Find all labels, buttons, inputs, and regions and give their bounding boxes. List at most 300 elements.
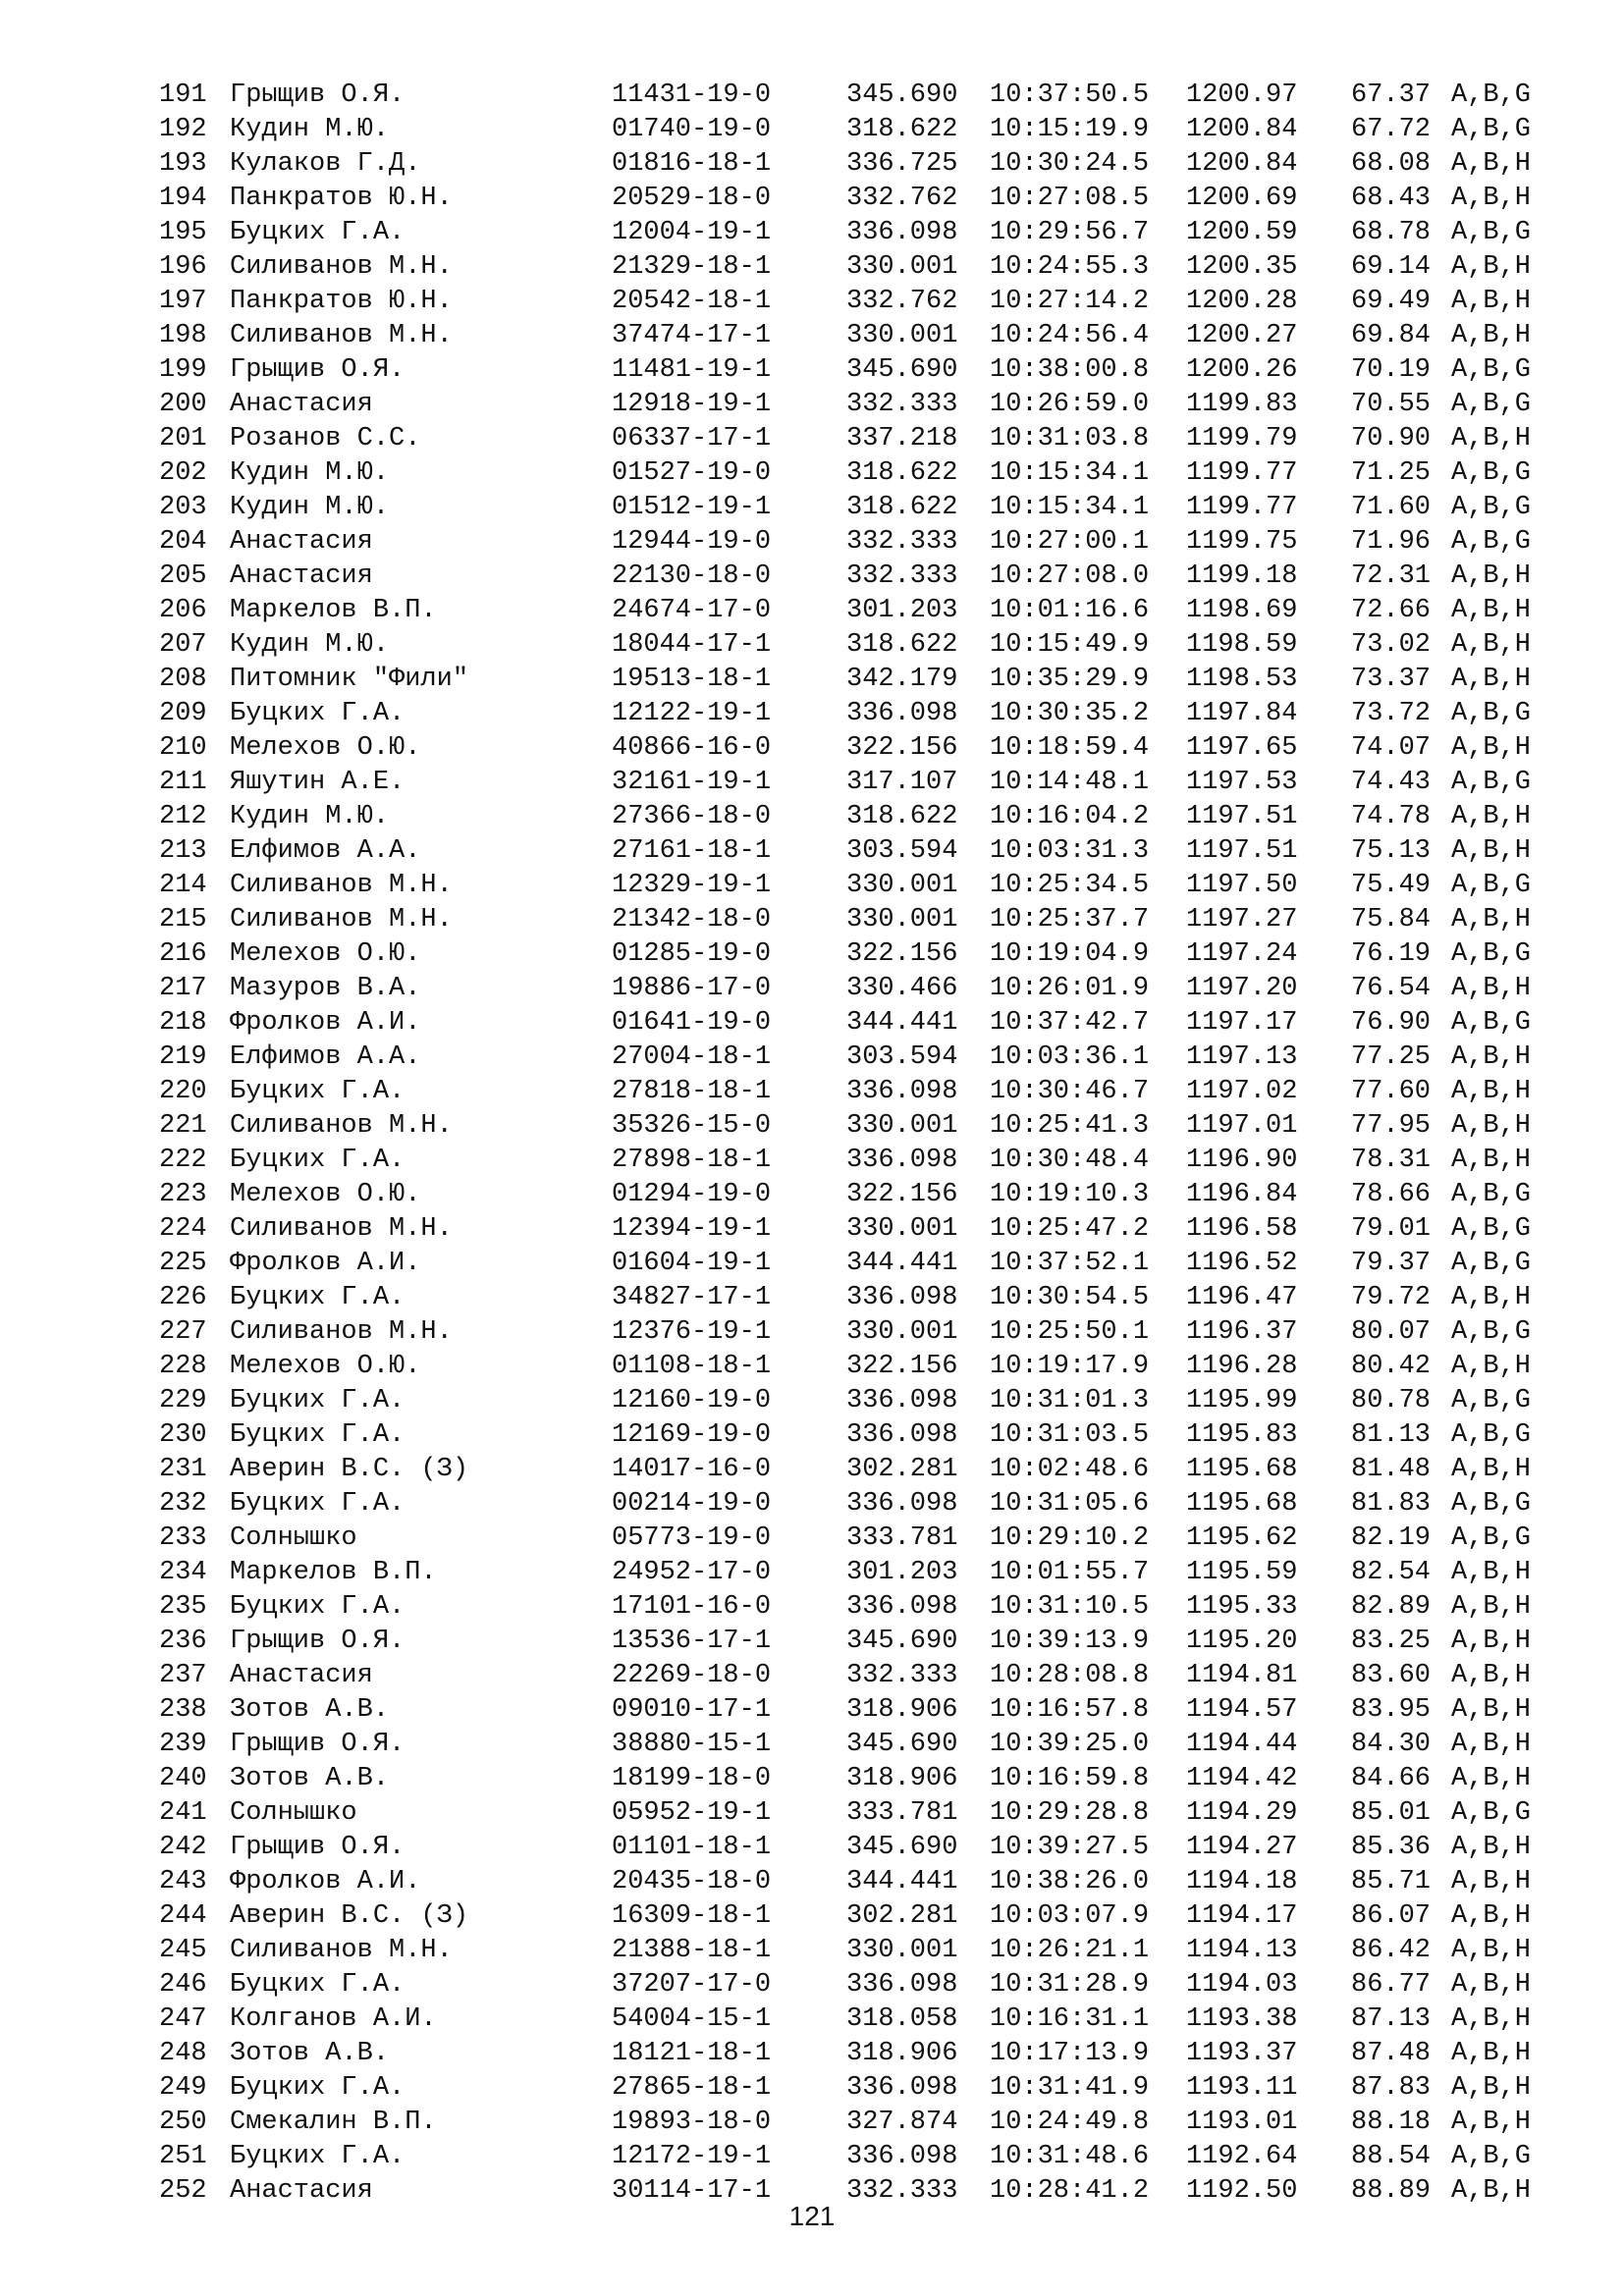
- coefficient: 77.25: [1351, 1042, 1432, 1072]
- speed: 1192.50: [1186, 2176, 1298, 2206]
- speed: 1194.42: [1186, 1764, 1298, 1793]
- arrival-time: 10:03:36.1: [990, 1042, 1150, 1072]
- ring-id: 22269-18-0: [612, 1661, 772, 1690]
- group-codes: A,B,H: [1451, 1661, 1532, 1690]
- table-row: [159, 1556, 1573, 1590]
- ring-id: 01816-18-1: [612, 149, 772, 179]
- arrival-time: 10:31:48.6: [990, 2142, 1150, 2171]
- owner-name: Мазуров В.А.: [230, 974, 421, 1003]
- owner-name: Грыщив О.Я.: [230, 80, 406, 110]
- table-row: [159, 525, 1573, 560]
- row-number: 243: [159, 1867, 207, 1896]
- arrival-time: 10:31:28.9: [990, 1970, 1150, 2000]
- coefficient: 78.66: [1351, 1180, 1432, 1209]
- ring-id: 12944-19-0: [612, 527, 772, 557]
- group-codes: A,B,G: [1451, 1249, 1532, 1278]
- row-number: 203: [159, 493, 207, 522]
- table-row: [159, 1968, 1573, 2002]
- distance: 342.179: [846, 665, 958, 694]
- row-number: 215: [159, 905, 207, 934]
- distance: 318.622: [846, 802, 958, 831]
- owner-name: Зотов А.В.: [230, 1764, 390, 1793]
- ring-id: 00214-19-0: [612, 1489, 772, 1519]
- row-number: 226: [159, 1283, 207, 1312]
- distance: 303.594: [846, 1042, 958, 1072]
- owner-name: Силиванов М.Н.: [230, 1936, 453, 1965]
- row-number: 219: [159, 1042, 207, 1072]
- distance: 318.906: [846, 1764, 958, 1793]
- coefficient: 87.13: [1351, 2004, 1432, 2034]
- ring-id: 11431-19-0: [612, 80, 772, 110]
- owner-name: Грыщив О.Я.: [230, 1627, 406, 1656]
- distance: 327.874: [846, 2108, 958, 2137]
- group-codes: A,B,G: [1451, 527, 1532, 557]
- table-row: [159, 1625, 1573, 1659]
- table-row: [159, 285, 1573, 319]
- ring-id: 14017-16-0: [612, 1455, 772, 1484]
- distance: 330.001: [846, 1317, 958, 1347]
- table-row: [159, 697, 1573, 731]
- group-codes: A,B,H: [1451, 1695, 1532, 1725]
- group-codes: A,B,H: [1451, 2004, 1532, 2034]
- arrival-time: 10:37:50.5: [990, 80, 1150, 110]
- row-number: 227: [159, 1317, 207, 1347]
- distance: 302.281: [846, 1901, 958, 1931]
- page-number: 121: [788, 2201, 836, 2231]
- group-codes: A,B,H: [1451, 1592, 1532, 1622]
- table-row: [159, 1762, 1573, 1796]
- speed: 1194.03: [1186, 1970, 1298, 2000]
- distance: 318.622: [846, 115, 958, 144]
- ring-id: 30114-17-1: [612, 2176, 772, 2206]
- arrival-time: 10:01:55.7: [990, 1558, 1150, 1587]
- arrival-time: 10:15:34.1: [990, 493, 1150, 522]
- owner-name: Панкратов Ю.Н.: [230, 184, 453, 213]
- distance: 332.762: [846, 287, 958, 316]
- distance: 330.001: [846, 321, 958, 350]
- row-number: 205: [159, 561, 207, 591]
- ring-id: 16309-18-1: [612, 1901, 772, 1931]
- row-number: 228: [159, 1352, 207, 1381]
- owner-name: Силиванов М.Н.: [230, 252, 453, 282]
- coefficient: 81.83: [1351, 1489, 1432, 1519]
- arrival-time: 10:14:48.1: [990, 768, 1150, 797]
- group-codes: A,B,H: [1451, 1283, 1532, 1312]
- speed: 1197.65: [1186, 733, 1298, 763]
- owner-name: Солнышко: [230, 1798, 357, 1828]
- ring-id: 21342-18-0: [612, 905, 772, 934]
- speed: 1200.69: [1186, 184, 1298, 213]
- row-number: 235: [159, 1592, 207, 1622]
- ring-id: 37207-17-0: [612, 1970, 772, 2000]
- distance: 332.762: [846, 184, 958, 213]
- distance: 345.690: [846, 355, 958, 385]
- row-number: 192: [159, 115, 207, 144]
- row-number: 210: [159, 733, 207, 763]
- owner-name: Грыщив О.Я.: [230, 1833, 406, 1862]
- speed: 1194.17: [1186, 1901, 1298, 1931]
- coefficient: 68.78: [1351, 218, 1432, 247]
- group-codes: A,B,G: [1451, 939, 1532, 969]
- distance: 336.098: [846, 1970, 958, 2000]
- arrival-time: 10:30:35.2: [990, 699, 1150, 728]
- distance: 345.690: [846, 80, 958, 110]
- table-row: [159, 1178, 1573, 1212]
- table-row: [159, 663, 1573, 697]
- table-row: [159, 1934, 1573, 1968]
- ring-id: 12329-19-1: [612, 871, 772, 900]
- ring-id: 18044-17-1: [612, 630, 772, 660]
- distance: 333.781: [846, 1523, 958, 1553]
- arrival-time: 10:15:34.1: [990, 458, 1150, 488]
- row-number: 222: [159, 1146, 207, 1175]
- row-number: 233: [159, 1523, 207, 1553]
- table-row: [159, 147, 1573, 182]
- ring-id: 24952-17-0: [612, 1558, 772, 1587]
- group-codes: A,B,G: [1451, 1180, 1532, 1209]
- speed: 1200.35: [1186, 252, 1298, 282]
- distance: 318.622: [846, 458, 958, 488]
- table-row: [159, 1590, 1573, 1625]
- row-number: 208: [159, 665, 207, 694]
- row-number: 201: [159, 424, 207, 454]
- row-number: 249: [159, 2073, 207, 2103]
- coefficient: 70.90: [1351, 424, 1432, 454]
- table-row: [159, 422, 1573, 456]
- group-codes: A,B,H: [1451, 836, 1532, 866]
- speed: 1200.28: [1186, 287, 1298, 316]
- distance: 322.156: [846, 1352, 958, 1381]
- row-number: 246: [159, 1970, 207, 2000]
- row-number: 214: [159, 871, 207, 900]
- coefficient: 85.01: [1351, 1798, 1432, 1828]
- owner-name: Маркелов В.П.: [230, 1558, 437, 1587]
- group-codes: A,B,G: [1451, 1386, 1532, 1415]
- group-codes: A,B,H: [1451, 630, 1532, 660]
- speed: 1196.47: [1186, 1283, 1298, 1312]
- table-row: [159, 1728, 1573, 1762]
- arrival-time: 10:16:31.1: [990, 2004, 1150, 2034]
- group-codes: A,B,G: [1451, 1214, 1532, 1244]
- owner-name: Кудин М.Ю.: [230, 630, 390, 660]
- distance: 336.098: [846, 1283, 958, 1312]
- table-row: [159, 594, 1573, 628]
- distance: 336.098: [846, 1489, 958, 1519]
- coefficient: 82.54: [1351, 1558, 1432, 1587]
- coefficient: 79.01: [1351, 1214, 1432, 1244]
- speed: 1197.27: [1186, 905, 1298, 934]
- table-row: [159, 2071, 1573, 2106]
- row-number: 252: [159, 2176, 207, 2206]
- arrival-time: 10:31:05.6: [990, 1489, 1150, 1519]
- owner-name: Анастасия: [230, 1661, 373, 1690]
- speed: 1196.58: [1186, 1214, 1298, 1244]
- owner-name: Елфимов А.А.: [230, 1042, 421, 1072]
- distance: 337.218: [846, 424, 958, 454]
- table-row: [159, 1487, 1573, 1522]
- table-row: [159, 800, 1573, 834]
- row-number: 247: [159, 2004, 207, 2034]
- ring-id: 12004-19-1: [612, 218, 772, 247]
- distance: 322.156: [846, 939, 958, 969]
- distance: 318.058: [846, 2004, 958, 2034]
- arrival-time: 10:31:03.8: [990, 424, 1150, 454]
- distance: 330.001: [846, 1936, 958, 1965]
- arrival-time: 10:26:21.1: [990, 1936, 1150, 1965]
- coefficient: 88.89: [1351, 2176, 1432, 2206]
- speed: 1196.37: [1186, 1317, 1298, 1347]
- group-codes: A,B,G: [1451, 355, 1532, 385]
- coefficient: 82.19: [1351, 1523, 1432, 1553]
- group-codes: A,B,G: [1451, 458, 1532, 488]
- arrival-time: 10:29:28.8: [990, 1798, 1150, 1828]
- distance: 345.690: [846, 1627, 958, 1656]
- arrival-time: 10:39:27.5: [990, 1833, 1150, 1862]
- group-codes: A,B,H: [1451, 561, 1532, 591]
- speed: 1198.69: [1186, 596, 1298, 625]
- distance: 336.098: [846, 1146, 958, 1175]
- arrival-time: 10:19:10.3: [990, 1180, 1150, 1209]
- row-number: 194: [159, 184, 207, 213]
- table-row: [159, 869, 1573, 903]
- row-number: 242: [159, 1833, 207, 1862]
- coefficient: 79.72: [1351, 1283, 1432, 1312]
- coefficient: 83.95: [1351, 1695, 1432, 1725]
- owner-name: Буцких Г.А.: [230, 2073, 406, 2103]
- speed: 1195.20: [1186, 1627, 1298, 1656]
- owner-name: Маркелов В.П.: [230, 596, 437, 625]
- ring-id: 40866-16-0: [612, 733, 772, 763]
- distance: 318.906: [846, 2039, 958, 2068]
- coefficient: 81.48: [1351, 1455, 1432, 1484]
- arrival-time: 10:38:00.8: [990, 355, 1150, 385]
- distance: 336.098: [846, 2142, 958, 2171]
- row-number: 223: [159, 1180, 207, 1209]
- coefficient: 86.42: [1351, 1936, 1432, 1965]
- arrival-time: 10:25:41.3: [990, 1111, 1150, 1141]
- arrival-time: 10:16:04.2: [990, 802, 1150, 831]
- owner-name: Буцких Г.А.: [230, 1386, 406, 1415]
- speed: 1196.28: [1186, 1352, 1298, 1381]
- owner-name: Буцких Г.А.: [230, 1592, 406, 1622]
- owner-name: Фролков А.И.: [230, 1249, 421, 1278]
- owner-name: Кудин М.Ю.: [230, 802, 390, 831]
- coefficient: 79.37: [1351, 1249, 1432, 1278]
- ring-id: 11481-19-1: [612, 355, 772, 385]
- owner-name: Буцких Г.А.: [230, 2142, 406, 2171]
- owner-name: Силиванов М.Н.: [230, 871, 453, 900]
- distance: 345.690: [846, 1730, 958, 1759]
- row-number: 237: [159, 1661, 207, 1690]
- row-number: 195: [159, 218, 207, 247]
- group-codes: A,B,H: [1451, 321, 1532, 350]
- ring-id: 27004-18-1: [612, 1042, 772, 1072]
- owner-name: Мелехов О.Ю.: [230, 1180, 421, 1209]
- row-number: 250: [159, 2108, 207, 2137]
- group-codes: A,B,H: [1451, 1867, 1532, 1896]
- row-number: 202: [159, 458, 207, 488]
- distance: 318.906: [846, 1695, 958, 1725]
- group-codes: A,B,H: [1451, 424, 1532, 454]
- group-codes: A,B,H: [1451, 974, 1532, 1003]
- arrival-time: 10:03:07.9: [990, 1901, 1150, 1931]
- group-codes: A,B,G: [1451, 115, 1532, 144]
- owner-name: Кудин М.Ю.: [230, 115, 390, 144]
- ring-id: 35326-15-0: [612, 1111, 772, 1141]
- row-number: 221: [159, 1111, 207, 1141]
- owner-name: Питомник "Фили": [230, 665, 469, 694]
- results-table: [159, 79, 1573, 2209]
- owner-name: Грыщив О.Я.: [230, 1730, 406, 1759]
- row-number: 229: [159, 1386, 207, 1415]
- owner-name: Розанов С.С.: [230, 424, 421, 454]
- group-codes: A,B,H: [1451, 1077, 1532, 1106]
- arrival-time: 10:03:31.3: [990, 836, 1150, 866]
- owner-name: Буцких Г.А.: [230, 1489, 406, 1519]
- coefficient: 74.43: [1351, 768, 1432, 797]
- group-codes: A,B,H: [1451, 1833, 1532, 1862]
- speed: 1194.57: [1186, 1695, 1298, 1725]
- ring-id: 13536-17-1: [612, 1627, 772, 1656]
- group-codes: A,B,H: [1451, 149, 1532, 179]
- distance: 336.098: [846, 1420, 958, 1450]
- distance: 336.098: [846, 218, 958, 247]
- arrival-time: 10:24:49.8: [990, 2108, 1150, 2137]
- speed: 1196.90: [1186, 1146, 1298, 1175]
- table-row: [159, 1350, 1573, 1384]
- arrival-time: 10:18:59.4: [990, 733, 1150, 763]
- table-row: [159, 1144, 1573, 1178]
- distance: 336.098: [846, 1592, 958, 1622]
- arrival-time: 10:25:37.7: [990, 905, 1150, 934]
- speed: 1197.13: [1186, 1042, 1298, 1072]
- ring-id: 27865-18-1: [612, 2073, 772, 2103]
- group-codes: A,B,G: [1451, 1798, 1532, 1828]
- speed: 1197.02: [1186, 1077, 1298, 1106]
- group-codes: A,B,H: [1451, 1627, 1532, 1656]
- distance: 336.098: [846, 1386, 958, 1415]
- row-number: 217: [159, 974, 207, 1003]
- coefficient: 82.89: [1351, 1592, 1432, 1622]
- group-codes: A,B,H: [1451, 905, 1532, 934]
- distance: 344.441: [846, 1867, 958, 1896]
- table-row: [159, 834, 1573, 869]
- speed: 1194.13: [1186, 1936, 1298, 1965]
- ring-id: 12122-19-1: [612, 699, 772, 728]
- row-number: 191: [159, 80, 207, 110]
- table-row: [159, 1418, 1573, 1453]
- coefficient: 77.95: [1351, 1111, 1432, 1141]
- distance: 301.203: [846, 1558, 958, 1587]
- distance: 332.333: [846, 2176, 958, 2206]
- group-codes: A,B,G: [1451, 2142, 1532, 2171]
- coefficient: 68.43: [1351, 184, 1432, 213]
- owner-name: Буцких Г.А.: [230, 218, 406, 247]
- coefficient: 83.60: [1351, 1661, 1432, 1690]
- arrival-time: 10:19:04.9: [990, 939, 1150, 969]
- owner-name: Буцких Г.А.: [230, 1146, 406, 1175]
- arrival-time: 10:27:08.5: [990, 184, 1150, 213]
- row-number: 238: [159, 1695, 207, 1725]
- coefficient: 73.37: [1351, 665, 1432, 694]
- coefficient: 80.42: [1351, 1352, 1432, 1381]
- table-row: [159, 1212, 1573, 1247]
- owner-name: Анастасия: [230, 561, 373, 591]
- table-row: [159, 1693, 1573, 1728]
- speed: 1200.59: [1186, 218, 1298, 247]
- row-number: 241: [159, 1798, 207, 1828]
- coefficient: 68.08: [1351, 149, 1432, 179]
- ring-id: 27898-18-1: [612, 1146, 772, 1175]
- row-number: 225: [159, 1249, 207, 1278]
- table-row: [159, 79, 1573, 113]
- speed: 1198.53: [1186, 665, 1298, 694]
- row-number: 232: [159, 1489, 207, 1519]
- arrival-time: 10:15:49.9: [990, 630, 1150, 660]
- group-codes: A,B,G: [1451, 493, 1532, 522]
- table-row: [159, 1865, 1573, 1899]
- table-row: [159, 1075, 1573, 1109]
- group-codes: A,B,H: [1451, 287, 1532, 316]
- owner-name: Смекалин В.П.: [230, 2108, 437, 2137]
- arrival-time: 10:28:41.2: [990, 2176, 1150, 2206]
- group-codes: A,B,H: [1451, 1970, 1532, 2000]
- group-codes: A,B,H: [1451, 1730, 1532, 1759]
- distance: 332.333: [846, 390, 958, 419]
- owner-name: Мелехов О.Ю.: [230, 1352, 421, 1381]
- arrival-time: 10:17:13.9: [990, 2039, 1150, 2068]
- group-codes: A,B,H: [1451, 733, 1532, 763]
- table-row: [159, 1006, 1573, 1041]
- arrival-time: 10:19:17.9: [990, 1352, 1150, 1381]
- speed: 1192.64: [1186, 2142, 1298, 2171]
- row-number: 220: [159, 1077, 207, 1106]
- owner-name: Кудин М.Ю.: [230, 493, 390, 522]
- table-row: [159, 113, 1573, 147]
- ring-id: 05952-19-1: [612, 1798, 772, 1828]
- speed: 1194.18: [1186, 1867, 1298, 1896]
- arrival-time: 10:27:08.0: [990, 561, 1150, 591]
- distance: 303.594: [846, 836, 958, 866]
- row-number: 197: [159, 287, 207, 316]
- owner-name: Силиванов М.Н.: [230, 1317, 453, 1347]
- owner-name: Буцких Г.А.: [230, 1077, 406, 1106]
- table-row: [159, 491, 1573, 525]
- arrival-time: 10:27:14.2: [990, 287, 1150, 316]
- coefficient: 76.19: [1351, 939, 1432, 969]
- coefficient: 69.84: [1351, 321, 1432, 350]
- coefficient: 83.25: [1351, 1627, 1432, 1656]
- ring-id: 19893-18-0: [612, 2108, 772, 2137]
- table-row: [159, 456, 1573, 491]
- coefficient: 67.37: [1351, 80, 1432, 110]
- coefficient: 77.60: [1351, 1077, 1432, 1106]
- ring-id: 18199-18-0: [612, 1764, 772, 1793]
- speed: 1195.59: [1186, 1558, 1298, 1587]
- group-codes: A,B,G: [1451, 1523, 1532, 1553]
- table-row: [159, 1247, 1573, 1281]
- table-row: [159, 972, 1573, 1006]
- arrival-time: 10:24:56.4: [990, 321, 1150, 350]
- owner-name: Буцких Г.А.: [230, 1283, 406, 1312]
- coefficient: 71.96: [1351, 527, 1432, 557]
- row-number: 196: [159, 252, 207, 282]
- speed: 1193.37: [1186, 2039, 1298, 2068]
- arrival-time: 10:30:48.4: [990, 1146, 1150, 1175]
- arrival-time: 10:31:41.9: [990, 2073, 1150, 2103]
- row-number: 234: [159, 1558, 207, 1587]
- row-number: 231: [159, 1455, 207, 1484]
